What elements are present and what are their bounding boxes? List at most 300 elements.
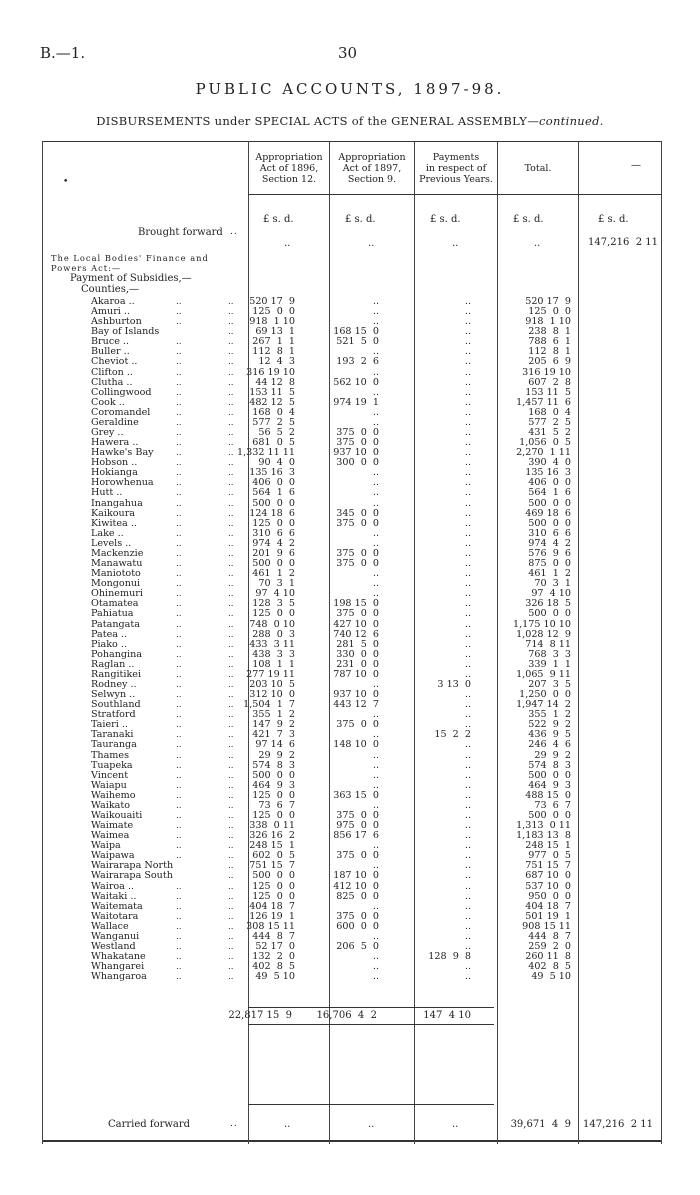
- amount-appropriation-1897: ..: [372, 860, 379, 872]
- leader-dots: ..: [176, 901, 182, 912]
- amount-total: 1,183 13 8: [516, 830, 571, 842]
- leader-dots: ..: [228, 428, 234, 439]
- leader-dots: ..: [176, 851, 182, 862]
- amount-total: 402 8 5: [528, 961, 571, 973]
- county-name: Waiapu: [91, 779, 127, 791]
- amount-previous-years: ..: [464, 487, 471, 499]
- leader-dots: ..: [228, 649, 234, 660]
- county-name: Wairarapa North: [91, 860, 174, 872]
- county-name: Waitotara: [91, 910, 139, 922]
- leader-dots: ..: [228, 417, 234, 428]
- amount-appropriation-1897: 375 0 0: [336, 910, 379, 922]
- amount-appropriation-1896: 132 2 0: [252, 951, 295, 963]
- leader-dots: ..: [176, 831, 182, 842]
- leader-dots: ..: [176, 891, 182, 902]
- amount-previous-years: ..: [464, 860, 471, 872]
- amount-total: 488 15 0: [525, 789, 571, 801]
- amount-appropriation-1896: 316 19 10: [246, 366, 295, 378]
- carried-forward-label: Carried forward: [108, 1119, 191, 1130]
- bullet-mark: •: [63, 177, 69, 187]
- amount-appropriation-1896: 355 1 2: [252, 709, 295, 721]
- county-name: Pahiatua: [91, 608, 134, 620]
- amount-appropriation-1896: 308 15 11: [246, 920, 295, 932]
- header-line: Appropriation: [255, 152, 323, 163]
- counties-rows: [42, 297, 662, 982]
- amount-appropriation-1896: 1,332 11 11: [237, 447, 295, 459]
- county-name: Waimea: [91, 830, 130, 842]
- amount-previous-years: ..: [464, 558, 471, 570]
- amount-appropriation-1897: 856 17 6: [333, 830, 379, 842]
- amount-appropriation-1896: 128 3 5: [252, 598, 295, 610]
- amount-appropriation-1896: 126 19 1: [249, 910, 295, 922]
- leader-dots: ..: [228, 700, 234, 711]
- amount-appropriation-1897: ..: [372, 749, 379, 761]
- leader-dots: ..: [228, 871, 234, 882]
- amount-previous-years: ..: [464, 336, 471, 348]
- amount-appropriation-1896: 125 0 0: [252, 880, 295, 892]
- amount-appropriation-1897: 206 5 0: [336, 941, 379, 952]
- leader-dots: ..: [228, 931, 234, 942]
- subsidies-heading: Payment of Subsidies,—: [70, 273, 192, 284]
- county-name: Bruce ..: [91, 336, 130, 348]
- amount-previous-years: ..: [464, 769, 471, 781]
- amount-appropriation-1897: 412 10 0: [333, 880, 379, 892]
- amount-appropriation-1897: 198 15 0: [333, 598, 379, 610]
- county-name: Hawera ..: [91, 437, 139, 449]
- county-name: Waipa: [91, 840, 121, 852]
- amount-total: 918 1 10: [525, 316, 571, 328]
- leader-dots: ..: [176, 669, 182, 680]
- amount-appropriation-1896: 444 8 7: [252, 930, 295, 942]
- amount-previous-years: ..: [464, 457, 471, 469]
- leader-dots: ..: [228, 589, 234, 600]
- county-name: Piako ..: [91, 638, 127, 650]
- amount-appropriation-1897: 375 0 0: [336, 608, 379, 620]
- amount-previous-years: ..: [464, 880, 471, 892]
- amount-appropriation-1896: 125 0 0: [252, 789, 295, 801]
- leader-dots: ..: [176, 740, 182, 751]
- amount-appropriation-1896: 404 18 7: [249, 900, 295, 912]
- amount-previous-years: 128 9 8: [428, 951, 471, 963]
- amount-appropriation-1897: 345 0 0: [336, 507, 379, 519]
- amount-appropriation-1896: 918 1 10: [249, 316, 295, 328]
- county-name: Patea ..: [91, 628, 128, 640]
- county-name: Akaroa ..: [91, 296, 135, 307]
- amount-previous-years: ..: [464, 427, 471, 439]
- amount-appropriation-1897: 375 0 0: [336, 427, 379, 439]
- amount-previous-years: ..: [464, 618, 471, 630]
- table-row: [42, 972, 662, 982]
- amount-previous-years: ..: [464, 971, 471, 983]
- header-rule: [248, 194, 662, 195]
- header-line: in respect of: [425, 163, 487, 174]
- county-name: Vincent: [91, 769, 129, 781]
- amount-previous-years: ..: [464, 346, 471, 358]
- county-name: Stratford: [91, 709, 136, 721]
- leader-dots: ..: [228, 659, 234, 670]
- amount-appropriation-1896: 125 0 0: [252, 890, 295, 902]
- amount-previous-years: ..: [464, 920, 471, 932]
- amount-previous-years: ..: [464, 658, 471, 670]
- county-name: Wairoa ..: [91, 880, 135, 892]
- amount-previous-years: ..: [464, 356, 471, 368]
- amount-appropriation-1896: 97 14 6: [255, 739, 295, 751]
- amount-appropriation-1896: 564 1 6: [252, 487, 295, 499]
- amount-total: 1,457 11 6: [516, 396, 571, 408]
- leader-dots: ..: [228, 297, 234, 307]
- county-name: Geraldine: [91, 416, 139, 428]
- leader-dots: ..: [228, 770, 234, 781]
- amount-previous-years: ..: [464, 588, 471, 600]
- amount-appropriation-1896: 125 0 0: [252, 517, 295, 529]
- leader-dots: ..: [228, 387, 234, 398]
- amount-appropriation-1897: ..: [372, 900, 379, 912]
- amount-appropriation-1896: 125 0 0: [252, 809, 295, 821]
- brought-forward-col3: ..: [452, 238, 459, 249]
- amount-appropriation-1897: ..: [372, 306, 379, 318]
- county-name: Bay of Islands: [91, 326, 160, 338]
- amount-appropriation-1896: 681 0 5: [252, 437, 295, 449]
- leader-dots: ..: [176, 720, 182, 731]
- amount-appropriation-1897: 974 19 1: [333, 396, 379, 408]
- amount-appropriation-1896: 147 9 2: [252, 719, 295, 731]
- amount-appropriation-1897: ..: [372, 678, 379, 690]
- leader-dots: ..: [176, 579, 182, 590]
- amount-appropriation-1897: 937 10 0: [333, 689, 379, 701]
- amount-previous-years: 3 13 0: [437, 678, 471, 690]
- leader-dots: ..: [176, 810, 182, 821]
- amount-total: 1,056 0 5: [519, 437, 571, 449]
- amount-previous-years: ..: [464, 648, 471, 660]
- amount-appropriation-1897: 562 10 0: [333, 376, 379, 388]
- amount-total: 714 8 11: [525, 638, 571, 650]
- leader-dots: ..: [176, 387, 182, 398]
- county-name: Levels ..: [91, 537, 132, 549]
- amount-previous-years: ..: [464, 376, 471, 388]
- county-name: Whakatane: [91, 951, 146, 963]
- amount-appropriation-1897: ..: [372, 729, 379, 741]
- county-name: Hutt ..: [91, 487, 123, 499]
- amount-appropriation-1897: ..: [372, 951, 379, 963]
- leader-dots: ..: [228, 629, 234, 640]
- leader-dots: ..: [176, 307, 182, 318]
- amount-appropriation-1897: 740 12 6: [333, 628, 379, 640]
- header-line: Act of 1897,: [342, 163, 402, 174]
- amount-appropriation-1896: 168 0 4: [252, 406, 295, 418]
- leader-dots: ..: [228, 972, 234, 983]
- leader-dots: ..: [228, 780, 234, 791]
- county-name: Southland: [91, 699, 141, 711]
- amount-appropriation-1896: 748 0 10: [249, 618, 295, 630]
- amount-appropriation-1896: 402 8 5: [252, 961, 295, 973]
- amount-appropriation-1897: ..: [372, 346, 379, 358]
- leader-dots: ..: [176, 599, 182, 610]
- county-name: Mackenzie: [91, 547, 144, 559]
- leader-dots: ..: [176, 972, 182, 983]
- subtotal-col2: 16,706 4 2: [316, 1010, 377, 1021]
- amount-total: 501 19 1: [525, 910, 571, 922]
- leader-dots: ..: [176, 619, 182, 630]
- act-heading-line-1: The Local Bodies' Finance and: [51, 253, 209, 263]
- county-name: Manawatu: [91, 558, 143, 570]
- county-name: Waitaki ..: [91, 890, 137, 902]
- leader-dots: ..: [176, 881, 182, 892]
- amount-previous-years: ..: [464, 447, 471, 459]
- amount-appropriation-1897: 825 0 0: [336, 890, 379, 902]
- amount-total: 97 4 10: [531, 588, 571, 600]
- column-header-total: [498, 163, 578, 174]
- leader-dots: ..: [176, 821, 182, 832]
- amount-total: 316 19 10: [522, 366, 571, 378]
- amount-appropriation-1896: 135 16 3: [249, 467, 295, 479]
- carried-forward-col4: 39,671 4 9: [510, 1119, 571, 1130]
- amount-previous-years: ..: [464, 568, 471, 580]
- leader-dots: ..: [228, 861, 234, 872]
- amount-appropriation-1897: ..: [372, 769, 379, 781]
- amount-appropriation-1897: 375 0 0: [336, 719, 379, 731]
- leader-dots: ..: [228, 760, 234, 771]
- amount-appropriation-1896: 500 0 0: [252, 497, 295, 509]
- amount-appropriation-1897: ..: [372, 366, 379, 378]
- amount-total: 444 8 7: [528, 930, 571, 942]
- leader-dots: ..: [230, 227, 238, 237]
- amount-appropriation-1897: 600 0 0: [336, 920, 379, 932]
- leader-dots: ..: [176, 790, 182, 801]
- leader-dots: ..: [176, 690, 182, 701]
- subtitle-continued: continued.: [539, 114, 604, 128]
- carried-forward-col3: ..: [452, 1119, 459, 1130]
- amount-total: 687 10 0: [525, 870, 571, 882]
- amount-previous-years: ..: [464, 910, 471, 922]
- amount-appropriation-1896: 482 12 5: [249, 396, 295, 408]
- county-name: Wairarapa South: [91, 870, 173, 882]
- disbursements-table: [42, 136, 662, 1144]
- amount-total: 390 4 0: [528, 457, 571, 469]
- leader-dots: ..: [176, 297, 182, 307]
- amount-previous-years: ..: [464, 416, 471, 428]
- leader-dots: ..: [228, 790, 234, 801]
- amount-previous-years: ..: [464, 537, 471, 549]
- amount-total: 326 18 5: [525, 598, 571, 610]
- amount-previous-years: ..: [464, 699, 471, 711]
- amount-previous-years: ..: [464, 820, 471, 832]
- subtitle-main: DISBURSEMENTS under SPECIAL ACTS of the GENERAL ASSEMBLY—: [96, 114, 539, 128]
- leader-dots: ..: [176, 548, 182, 559]
- leader-dots: ..: [176, 417, 182, 428]
- amount-total: 260 11 8: [525, 951, 571, 963]
- amount-total: 431 5 2: [528, 427, 571, 439]
- amount-appropriation-1897: 168 15 0: [333, 326, 379, 338]
- county-name: Otamatea: [91, 598, 139, 610]
- leader-dots: ..: [228, 407, 234, 418]
- amount-previous-years: ..: [464, 749, 471, 761]
- amount-total: 135 16 3: [525, 467, 571, 479]
- amount-appropriation-1896: 464 9 3: [252, 779, 295, 791]
- amount-appropriation-1896: 267 1 1: [252, 336, 295, 348]
- carried-forward-col5: 147,216 2 11: [583, 1119, 653, 1130]
- leader-dots: ..: [228, 720, 234, 731]
- page-title: PUBLIC ACCOUNTS, 1897-98.: [195, 80, 505, 98]
- leader-dots: ..: [228, 901, 234, 912]
- amount-total: 2,270 1 11: [516, 447, 571, 459]
- leader-dots: ..: [228, 810, 234, 821]
- amount-appropriation-1897: 330 0 0: [336, 648, 379, 660]
- leader-dots: ..: [176, 377, 182, 388]
- amount-total: 500 0 0: [528, 517, 571, 529]
- amount-total: 1,065 9 11: [516, 668, 571, 680]
- amount-total: 576 9 6: [528, 547, 571, 559]
- leader-dots: ..: [228, 488, 234, 499]
- subtotal-rule: [248, 1007, 494, 1008]
- leader-dots: ..: [228, 397, 234, 408]
- amount-total: 355 1 2: [528, 709, 571, 721]
- amount-total: 1,175 10 10: [513, 618, 571, 630]
- amount-appropriation-1897: ..: [372, 588, 379, 600]
- county-name: Amuri ..: [91, 306, 131, 318]
- amount-appropriation-1896: 56 5 2: [258, 427, 295, 439]
- amount-total: 248 15 1: [525, 840, 571, 852]
- amount-previous-years: ..: [464, 326, 471, 338]
- county-name: Hobson ..: [91, 457, 138, 469]
- leader-dots: ..: [228, 599, 234, 610]
- amount-appropriation-1897: 231 0 0: [336, 658, 379, 670]
- amount-appropriation-1897: ..: [372, 799, 379, 811]
- county-name: Westland: [91, 941, 136, 952]
- amount-appropriation-1896: 29 9 2: [258, 749, 295, 761]
- amount-appropriation-1897: ..: [372, 709, 379, 721]
- amount-appropriation-1897: 375 0 0: [336, 517, 379, 529]
- county-name: Coromandel: [91, 406, 151, 418]
- amount-total: 469 18 6: [525, 507, 571, 519]
- amount-total: 500 0 0: [528, 809, 571, 821]
- leader-dots: ..: [176, 942, 182, 952]
- amount-previous-years: ..: [464, 608, 471, 620]
- amount-previous-years: ..: [464, 850, 471, 862]
- leader-dots: ..: [228, 357, 234, 368]
- leader-dots: ..: [228, 327, 234, 338]
- amount-appropriation-1897: ..: [372, 316, 379, 328]
- amount-total: 246 4 6: [528, 739, 571, 751]
- amount-previous-years: ..: [464, 477, 471, 489]
- amount-appropriation-1896: 326 16 2: [249, 830, 295, 842]
- leader-dots: ..: [176, 649, 182, 660]
- amount-appropriation-1897: 521 5 0: [336, 336, 379, 348]
- county-name: Waihemo: [91, 789, 136, 801]
- brought-forward-col2: ..: [368, 238, 375, 249]
- leader-dots: ..: [228, 750, 234, 761]
- leader-dots: ..: [228, 619, 234, 630]
- amount-total: 464 9 3: [528, 779, 571, 791]
- amount-appropriation-1897: 148 10 0: [333, 739, 379, 751]
- amount-previous-years: ..: [464, 961, 471, 973]
- amount-total: 500 0 0: [528, 497, 571, 509]
- column-header-dash: —: [631, 160, 641, 171]
- county-name: Kaikoura: [91, 507, 136, 519]
- leader-dots: ..: [228, 569, 234, 580]
- amount-appropriation-1896: 108 1 1: [252, 658, 295, 670]
- amount-previous-years: ..: [464, 296, 471, 307]
- amount-appropriation-1896: 52 17 0: [255, 941, 295, 952]
- amount-total: 520 17 9: [525, 296, 571, 307]
- amount-appropriation-1897: 363 15 0: [333, 789, 379, 801]
- amount-appropriation-1896: 70 3 1: [258, 578, 295, 590]
- leader-dots: ..: [176, 428, 182, 439]
- county-name: Wanganui: [91, 930, 140, 942]
- header-line: Previous Years.: [419, 174, 493, 185]
- amount-total: 500 0 0: [528, 769, 571, 781]
- leader-dots: ..: [176, 438, 182, 449]
- amount-appropriation-1896: 406 0 0: [252, 477, 295, 489]
- amount-appropriation-1896: 500 0 0: [252, 769, 295, 781]
- leader-dots: ..: [176, 629, 182, 640]
- county-name: Rangitikei: [91, 668, 142, 680]
- amount-appropriation-1896: 125 0 0: [252, 608, 295, 620]
- currency-units: £ s. d.: [598, 214, 629, 225]
- amount-appropriation-1896: 201 9 6: [252, 547, 295, 559]
- amount-appropriation-1896: 125 0 0: [252, 306, 295, 318]
- amount-previous-years: ..: [464, 366, 471, 378]
- amount-appropriation-1896: 574 8 3: [252, 759, 295, 771]
- leader-dots: ..: [176, 589, 182, 600]
- county-name: Inangahua: [91, 497, 143, 509]
- table-bottom-rule: [42, 1140, 662, 1142]
- amount-total: 339 1 1: [528, 658, 571, 670]
- amount-previous-years: ..: [464, 638, 471, 650]
- leader-dots: ..: [228, 710, 234, 721]
- amount-appropriation-1897: 427 10 0: [333, 618, 379, 630]
- leader-dots: ..: [228, 639, 234, 650]
- amount-appropriation-1896: 1,504 1 7: [243, 699, 295, 711]
- leader-dots: ..: [228, 377, 234, 388]
- county-name: Wallace: [91, 920, 129, 932]
- counties-heading: Counties,—: [81, 284, 139, 295]
- amount-appropriation-1896: 112 8 1: [252, 346, 295, 358]
- amount-previous-years: ..: [464, 759, 471, 771]
- amount-total: 1,947 14 2: [516, 699, 571, 711]
- county-name: Maniototo: [91, 568, 141, 580]
- amount-previous-years: ..: [464, 809, 471, 821]
- county-name: Mongonui: [91, 578, 141, 590]
- leader-dots: ..: [176, 367, 182, 378]
- county-name: Clifton ..: [91, 366, 133, 378]
- amount-appropriation-1897: ..: [372, 971, 379, 983]
- leader-dots: ..: [228, 952, 234, 963]
- column-header-appropriation-1897: [330, 152, 414, 185]
- carried-forward-col2: ..: [368, 1119, 375, 1130]
- amount-appropriation-1897: ..: [372, 386, 379, 398]
- amount-total: 574 8 3: [528, 759, 571, 771]
- amount-appropriation-1897: ..: [372, 840, 379, 852]
- amount-appropriation-1897: ..: [372, 497, 379, 509]
- leader-dots: ..: [176, 770, 182, 781]
- page-number: 30: [338, 44, 358, 62]
- county-name: Whangarei: [91, 961, 145, 973]
- amount-total: 49 5 10: [531, 971, 571, 983]
- leader-dots: ..: [228, 841, 234, 852]
- amount-previous-years: ..: [464, 396, 471, 408]
- leader-dots: ..: [176, 317, 182, 328]
- leader-dots: ..: [176, 337, 182, 348]
- county-name: Pohangina: [91, 648, 143, 660]
- header-line: Section 9.: [347, 174, 397, 185]
- amount-appropriation-1896: 73 6 7: [258, 799, 295, 811]
- header-line: Total.: [524, 163, 552, 174]
- amount-appropriation-1896: 500 0 0: [252, 870, 295, 882]
- leader-dots: ..: [176, 659, 182, 670]
- leader-dots: ..: [228, 921, 234, 932]
- leader-dots: ..: [176, 468, 182, 479]
- leader-dots: ..: [176, 478, 182, 489]
